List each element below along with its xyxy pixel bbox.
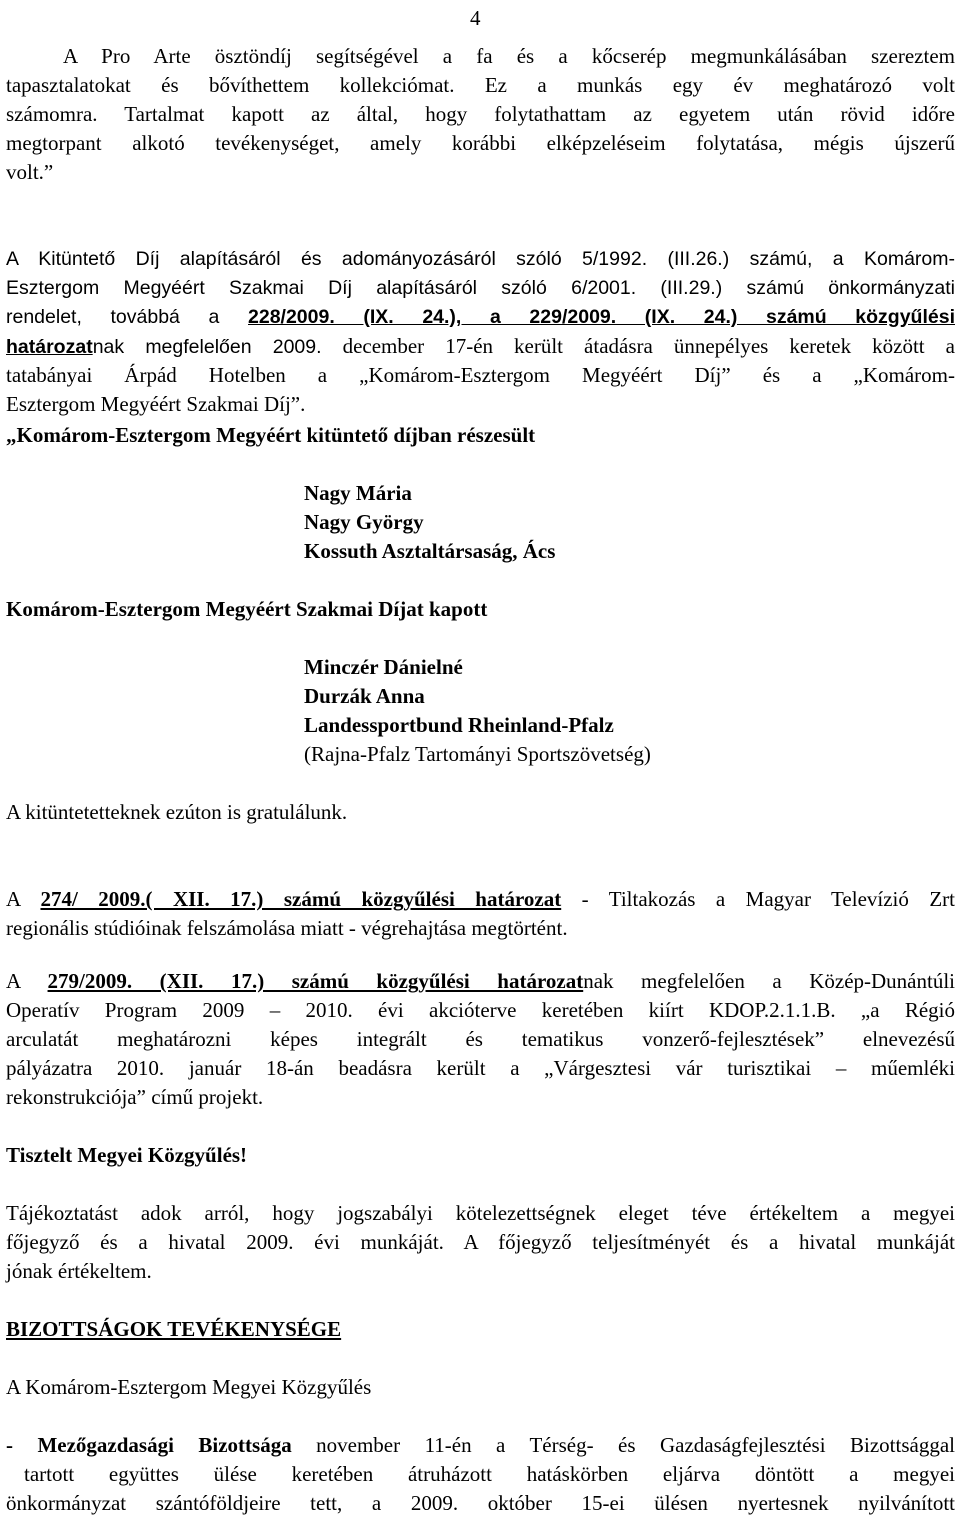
salutation: Tisztelt Megyei Közgyűlés! (6, 1143, 248, 1167)
resolution-reference: 274/ 2009.( XII. 17.) számú közgyűlési határozat (40, 887, 562, 911)
paragraph-line: Operatív Program 2009 – 2010. évi akcióterve keretében kiírt KDOP.2.1.1.B. „a Régió (6, 998, 955, 1022)
paragraph-line: Tájékoztatást adok arról, hogy jogszabályi kötelezettségnek eleget téve értékeltem a megyei (6, 1201, 955, 1225)
paragraph-line: jónak értékeltem. (6, 1259, 152, 1283)
paragraph-line (6, 1431, 955, 1460)
recipient-name: Kossuth Asztaltársaság, Ács (304, 539, 556, 563)
award-ceremony-paragraph (6, 245, 955, 419)
list-dash: - (6, 1433, 38, 1457)
report-paragraph (6, 1199, 955, 1286)
paragraph-line (6, 885, 955, 914)
paragraph-line: tapasztalatokat és bővíthettem kollekciómat. Ez a munkás egy év meghatározó volt (6, 73, 955, 97)
pro-arte-paragraph (6, 42, 955, 187)
paragraph-line: számomra. Tartalmat kapott az által, hogy folytathattam az egyetem után rövid időre (6, 102, 955, 126)
paragraph-line: volt.” (6, 160, 54, 184)
paragraph-line: pályázatra 2010. január 18-án beadásra került a „Várgesztesi vár turisztikai – műemléki (6, 1056, 955, 1080)
text-run: nak megfelelően a Közép-Dunántúli (583, 969, 955, 993)
resolution-279-paragraph (6, 967, 955, 1112)
recipient-note: (Rajna-Pfalz Tartományi Sportszövetség) (304, 742, 651, 766)
text-run: rendelet, továbbá a (6, 306, 248, 328)
recipient-name: Landessportbund Rheinland-Pfalz (304, 713, 614, 737)
paragraph-line: A Kitüntető Díj alapításáról és adományozásáról szóló 5/1992. (III.26.) számú, a Komárom- (6, 248, 955, 270)
text-run: A (6, 887, 41, 911)
paragraph-line: rekonstrukciója” című projekt. (6, 1085, 264, 1109)
paragraph-line (6, 332, 955, 361)
award-heading: Komárom-Esztergom Megyéért Szakmai Díjat kapott (6, 597, 488, 621)
section-heading: BIZOTTSÁGOK TEVÉKENYSÉGE (6, 1317, 342, 1341)
paragraph-line: tartott együttes ülése keretében átruházott hatáskörben eljárva döntött a megyei (24, 1462, 955, 1486)
award-heading: „Komárom-Esztergom Megyéért kitüntető díjban részesült (6, 423, 536, 447)
paragraph-line: regionális stúdióinak felszámolása miatt - végrehajtása megtörtént. (6, 916, 568, 940)
assembly-name: A Komárom-Esztergom Megyei Közgyűlés (6, 1375, 372, 1399)
recipient-name: Nagy Mária (304, 481, 412, 505)
recipient-name: Minczér Dánielné (304, 655, 463, 679)
text-run: nak megfelelően 2009. (92, 336, 322, 358)
resolution-reference: határozat (6, 336, 93, 358)
page-number: 4 (470, 6, 481, 30)
resolution-reference: 228/2009. (IX. 24.), a 229/2009. (IX. 24.) számú közgyűlési (248, 306, 955, 328)
recipient-name: Durzák Anna (304, 684, 425, 708)
paragraph-line: Esztergom Megyéért Szakmai Díj”. (6, 392, 306, 416)
paragraph-line: arculatát meghatározni képes integrált és tematikus vonzerő-fejlesztések” elnevezésű (6, 1027, 955, 1051)
agriculture-committee-paragraph (6, 1431, 955, 1518)
paragraph-line: önkormányzat szántóföldjeire tett, a 2009. október 15-ei ülésen nyertesnek nyilvánított (6, 1491, 955, 1515)
award-recipient-list (304, 653, 651, 769)
award-recipient-list (304, 479, 555, 566)
paragraph-line: A Pro Arte ösztöndíj segítségével a fa és a kőcserép megmunkálásában szereztem (63, 44, 955, 68)
resolution-reference: 279/2009. (XII. 17.) számú közgyűlési határozat (47, 969, 584, 993)
paragraph-line (6, 303, 955, 332)
paragraph-line: Esztergom Megyéért Szakmai Díj alapításáról szóló 6/2001. (III.29.) számú önkormányzati (6, 277, 955, 299)
paragraph-line: tatabányai Árpád Hotelben a „Komárom-Esztergom Megyéért Díj” és a „Komárom- (6, 363, 955, 387)
resolution-274-paragraph (6, 885, 955, 943)
congratulations-text: A kitüntetetteknek ezúton is gratulálunk. (6, 800, 348, 824)
committee-name: Mezőgazdasági Bizottsága (37, 1433, 292, 1457)
recipient-name: Nagy György (304, 510, 424, 534)
paragraph-line: megtorpant alkotó tevékenységet, amely korábbi elképzeléseim folytatása, mégis újszerű (6, 131, 955, 155)
text-run: november 11-én a Térség- és Gazdaságfejlesztési Bizottsággal (291, 1433, 955, 1457)
paragraph-line: főjegyző és a hivatal 2009. évi munkáját. A főjegyző teljesítményét és a hivatal munkáját (6, 1230, 955, 1254)
text-run: december 17-én került átadásra ünnepélyes keretek között a (321, 334, 955, 358)
paragraph-line (6, 967, 955, 996)
text-run: - Tiltakozás a Magyar Televízió Zrt (561, 887, 955, 911)
text-run: A (6, 969, 48, 993)
